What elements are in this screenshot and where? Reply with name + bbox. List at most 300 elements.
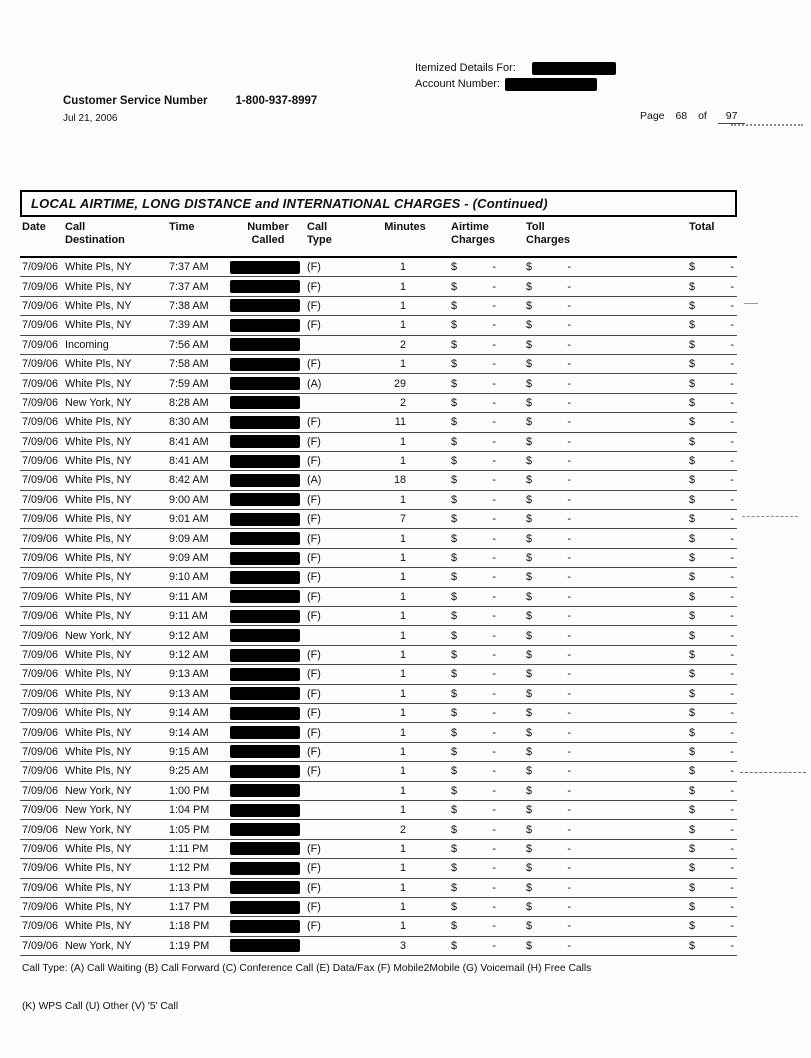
cell-minutes: 29 xyxy=(393,377,406,390)
currency-symbol: $ xyxy=(451,823,458,836)
cell-call-destination: White Pls, NY xyxy=(65,435,132,448)
currency-symbol: $ xyxy=(526,319,533,332)
cell-call-type: (A) xyxy=(307,377,322,390)
cell-date: 7/09/06 xyxy=(22,261,59,274)
currency-symbol: $ xyxy=(451,804,458,817)
cell-call-type: (F) xyxy=(307,358,321,371)
amount-dash: - xyxy=(492,629,496,642)
cell-toll-charges xyxy=(519,785,574,797)
redacted-number-bar xyxy=(230,823,300,836)
currency-symbol: $ xyxy=(451,707,458,720)
cell-call-destination: White Pls, NY xyxy=(65,416,132,429)
cell-time: 8:28 AM xyxy=(169,396,209,409)
amount-dash: - xyxy=(730,881,734,894)
amount-dash: - xyxy=(492,901,496,914)
amount-dash: - xyxy=(567,590,571,603)
page-total: 97 xyxy=(718,110,746,124)
currency-symbol: $ xyxy=(451,358,458,371)
cell-total xyxy=(682,668,737,680)
redacted-number-bar xyxy=(230,396,300,409)
table-row xyxy=(20,723,737,742)
cell-toll-charges xyxy=(519,339,574,351)
table-row xyxy=(20,471,737,490)
currency-symbol: $ xyxy=(526,416,533,429)
cell-number-called xyxy=(230,784,306,797)
amount-dash: - xyxy=(492,280,496,293)
amount-dash: - xyxy=(492,784,496,797)
redacted-number-bar xyxy=(230,358,300,371)
amount-dash: - xyxy=(567,319,571,332)
column-header-total xyxy=(682,221,737,256)
cell-number-called xyxy=(230,823,306,836)
cell-date: 7/09/06 xyxy=(22,862,59,875)
cell-time: 8:41 AM xyxy=(169,455,209,468)
cell-time: 9:13 AM xyxy=(169,687,209,700)
cell-airtime-charges xyxy=(444,824,499,836)
call-type-legend-line2: (K) WPS Call (U) Other (V) '5' Call xyxy=(22,1001,179,1012)
cell-total xyxy=(682,494,737,506)
currency-symbol: $ xyxy=(526,261,533,274)
amount-dash: - xyxy=(567,687,571,700)
currency-symbol: $ xyxy=(689,571,696,584)
amount-dash: - xyxy=(567,552,571,565)
redacted-number-bar xyxy=(230,261,300,274)
currency-symbol: $ xyxy=(451,629,458,642)
cell-call-type: (F) xyxy=(307,920,321,933)
redacted-number-bar xyxy=(230,901,300,914)
amount-dash: - xyxy=(567,610,571,623)
cell-total xyxy=(682,591,737,603)
amount-dash: - xyxy=(492,455,496,468)
cell-number-called xyxy=(230,629,306,642)
amount-dash: - xyxy=(492,745,496,758)
cell-toll-charges xyxy=(519,436,574,448)
cell-toll-charges xyxy=(519,261,574,273)
currency-symbol: $ xyxy=(526,396,533,409)
currency-symbol: $ xyxy=(451,280,458,293)
currency-symbol: $ xyxy=(451,939,458,952)
currency-symbol: $ xyxy=(451,901,458,914)
cell-toll-charges xyxy=(519,901,574,913)
cell-minutes: 3 xyxy=(399,939,406,952)
cell-number-called xyxy=(230,668,306,681)
cell-call-destination: New York, NY xyxy=(65,784,132,797)
amount-dash: - xyxy=(492,358,496,371)
cell-minutes: 1 xyxy=(399,687,406,700)
cell-minutes: 1 xyxy=(399,726,406,739)
cell-toll-charges xyxy=(519,319,574,331)
cell-toll-charges xyxy=(519,804,574,816)
cell-airtime-charges xyxy=(444,901,499,913)
cell-total xyxy=(682,378,737,390)
currency-symbol: $ xyxy=(526,435,533,448)
cell-call-destination: White Pls, NY xyxy=(65,455,132,468)
cell-call-type: (F) xyxy=(307,842,321,855)
cell-number-called xyxy=(230,474,306,487)
cell-total xyxy=(682,261,737,273)
amount-dash: - xyxy=(567,939,571,952)
cell-time: 9:09 AM xyxy=(169,532,209,545)
cell-number-called xyxy=(230,649,306,662)
cell-date: 7/09/06 xyxy=(22,668,59,681)
cell-airtime-charges xyxy=(444,707,499,719)
amount-dash: - xyxy=(492,532,496,545)
cell-call-destination: New York, NY xyxy=(65,823,132,836)
cell-number-called xyxy=(230,358,306,371)
cell-date: 7/09/06 xyxy=(22,358,59,371)
currency-symbol: $ xyxy=(526,687,533,700)
amount-dash: - xyxy=(730,707,734,720)
cell-call-type: (F) xyxy=(307,745,321,758)
currency-symbol: $ xyxy=(526,338,533,351)
cell-toll-charges xyxy=(519,513,574,525)
currency-symbol: $ xyxy=(689,726,696,739)
cell-call-type: (F) xyxy=(307,455,321,468)
column-header-airtime-charges xyxy=(444,221,499,256)
amount-dash: - xyxy=(567,493,571,506)
amount-dash: - xyxy=(730,842,734,855)
currency-symbol: $ xyxy=(526,784,533,797)
currency-symbol: $ xyxy=(526,358,533,371)
redacted-number-bar xyxy=(230,862,300,875)
amount-dash: - xyxy=(730,455,734,468)
cell-call-destination: White Pls, NY xyxy=(65,842,132,855)
amount-dash: - xyxy=(730,299,734,312)
cell-minutes: 1 xyxy=(399,901,406,914)
cell-number-called xyxy=(230,610,306,623)
cell-time: 7:39 AM xyxy=(169,319,209,332)
cell-toll-charges xyxy=(519,824,574,836)
currency-symbol: $ xyxy=(451,862,458,875)
cell-date: 7/09/06 xyxy=(22,552,59,565)
currency-symbol: $ xyxy=(526,726,533,739)
cell-toll-charges xyxy=(519,688,574,700)
cell-call-destination: White Pls, NY xyxy=(65,649,132,661)
page-label: Page xyxy=(640,110,665,122)
currency-symbol: $ xyxy=(451,435,458,448)
cell-minutes: 1 xyxy=(399,280,406,293)
cell-minutes: 1 xyxy=(399,668,406,681)
cell-call-destination: White Pls, NY xyxy=(65,261,132,274)
table-row xyxy=(20,801,737,820)
cell-airtime-charges xyxy=(444,416,499,428)
cell-airtime-charges xyxy=(444,300,499,312)
currency-symbol: $ xyxy=(689,939,696,952)
amount-dash: - xyxy=(567,261,571,274)
cell-minutes: 1 xyxy=(399,299,406,312)
currency-symbol: $ xyxy=(526,610,533,623)
cell-total xyxy=(682,436,737,448)
redacted-number-bar xyxy=(230,299,300,312)
cell-airtime-charges xyxy=(444,571,499,583)
currency-symbol: $ xyxy=(526,649,533,661)
cell-call-destination: Incoming xyxy=(65,338,109,351)
currency-symbol: $ xyxy=(526,513,533,526)
redacted-number-bar xyxy=(230,668,300,681)
scan-artifact xyxy=(731,124,803,126)
redacted-number-bar xyxy=(230,474,300,487)
amount-dash: - xyxy=(730,862,734,875)
amount-dash: - xyxy=(492,842,496,855)
amount-dash: - xyxy=(492,474,496,487)
cell-airtime-charges xyxy=(444,358,499,370)
table-body xyxy=(20,258,737,956)
cell-time: 1:00 PM xyxy=(169,784,210,797)
currency-symbol: $ xyxy=(526,745,533,758)
cell-airtime-charges xyxy=(444,862,499,874)
cell-call-type: (F) xyxy=(307,552,321,565)
cell-time: 1:19 PM xyxy=(169,939,210,952)
cell-call-destination: White Pls, NY xyxy=(65,532,132,545)
cell-minutes: 1 xyxy=(399,435,406,448)
cell-toll-charges xyxy=(519,882,574,894)
table-row xyxy=(20,646,737,665)
currency-symbol: $ xyxy=(689,552,696,565)
amount-dash: - xyxy=(730,416,734,429)
cell-time: 7:56 AM xyxy=(169,338,209,351)
column-header-line: Call xyxy=(307,221,328,233)
currency-symbol: $ xyxy=(451,649,458,661)
table-row xyxy=(20,394,737,413)
cell-toll-charges xyxy=(519,591,574,603)
column-header-line: Type xyxy=(307,234,332,246)
cell-airtime-charges xyxy=(444,920,499,932)
amount-dash: - xyxy=(492,416,496,429)
cell-airtime-charges xyxy=(444,436,499,448)
itemized-details-line xyxy=(415,60,616,76)
cell-minutes: 2 xyxy=(399,338,406,351)
cell-total xyxy=(682,397,737,409)
cell-call-type: (F) xyxy=(307,765,321,778)
table-row xyxy=(20,685,737,704)
cell-toll-charges xyxy=(519,630,574,642)
redacted-number-bar xyxy=(230,939,300,952)
table-row xyxy=(20,452,737,471)
redacted-number-bar xyxy=(230,784,300,797)
amount-dash: - xyxy=(492,396,496,409)
cell-date: 7/09/06 xyxy=(22,571,59,584)
cell-date: 7/09/06 xyxy=(22,532,59,545)
cell-total xyxy=(682,688,737,700)
cell-number-called xyxy=(230,804,306,817)
currency-symbol: $ xyxy=(689,532,696,545)
cell-minutes: 1 xyxy=(399,881,406,894)
cell-number-called xyxy=(230,493,306,506)
amount-dash: - xyxy=(567,862,571,875)
currency-symbol: $ xyxy=(689,435,696,448)
redacted-number-bar xyxy=(230,610,300,623)
currency-symbol: $ xyxy=(689,319,696,332)
cell-call-destination: White Pls, NY xyxy=(65,319,132,332)
cell-time: 9:00 AM xyxy=(169,493,209,506)
cell-minutes: 1 xyxy=(399,745,406,758)
cell-minutes: 1 xyxy=(399,552,406,565)
cell-number-called xyxy=(230,707,306,720)
call-type-legend-line1: Call Type: (A) Call Waiting (B) Call Forward (C) Conference Call (E) Data/Fax (F) Mobile2Mobile (G) Voicemail (H) Free Calls xyxy=(22,963,592,974)
cell-call-destination: White Pls, NY xyxy=(65,590,132,603)
cell-total xyxy=(682,513,737,525)
table-row xyxy=(20,917,737,936)
currency-symbol: $ xyxy=(451,455,458,468)
cell-time: 1:17 PM xyxy=(169,901,210,914)
amount-dash: - xyxy=(492,823,496,836)
cell-toll-charges xyxy=(519,765,574,777)
column-header-line: Time xyxy=(169,221,195,233)
cell-airtime-charges xyxy=(444,765,499,777)
amount-dash: - xyxy=(567,532,571,545)
amount-dash: - xyxy=(567,629,571,642)
cell-call-destination: White Pls, NY xyxy=(65,280,132,293)
cell-minutes: 1 xyxy=(399,862,406,875)
amount-dash: - xyxy=(567,920,571,933)
table-row xyxy=(20,782,737,801)
amount-dash: - xyxy=(492,571,496,584)
cell-call-type: (F) xyxy=(307,668,321,681)
amount-dash: - xyxy=(492,668,496,681)
currency-symbol: $ xyxy=(451,571,458,584)
cell-airtime-charges xyxy=(444,494,499,506)
cell-toll-charges xyxy=(519,397,574,409)
amount-dash: - xyxy=(492,862,496,875)
cell-call-type: (F) xyxy=(307,901,321,914)
cell-call-type: (F) xyxy=(307,649,321,661)
amount-dash: - xyxy=(567,280,571,293)
account-block xyxy=(415,60,616,92)
amount-dash: - xyxy=(492,765,496,778)
currency-symbol: $ xyxy=(526,881,533,894)
currency-symbol: $ xyxy=(451,726,458,739)
cell-time: 8:30 AM xyxy=(169,416,209,429)
currency-symbol: $ xyxy=(526,668,533,681)
cell-call-destination: White Pls, NY xyxy=(65,765,132,778)
cell-call-destination: White Pls, NY xyxy=(65,377,132,390)
cell-minutes: 1 xyxy=(399,493,406,506)
cell-number-called xyxy=(230,745,306,758)
currency-symbol: $ xyxy=(451,610,458,623)
currency-symbol: $ xyxy=(689,590,696,603)
cell-time: 1:18 PM xyxy=(169,920,210,933)
cell-call-type: (F) xyxy=(307,687,321,700)
cell-airtime-charges xyxy=(444,610,499,622)
cell-date: 7/09/06 xyxy=(22,319,59,332)
cell-number-called xyxy=(230,455,306,468)
table-row xyxy=(20,820,737,839)
redacted-number-bar xyxy=(230,687,300,700)
cell-total xyxy=(682,630,737,642)
cell-call-type: (F) xyxy=(307,881,321,894)
cell-minutes: 1 xyxy=(399,649,406,661)
amount-dash: - xyxy=(492,881,496,894)
table-row xyxy=(20,549,737,568)
amount-dash: - xyxy=(730,319,734,332)
amount-dash: - xyxy=(567,396,571,409)
currency-symbol: $ xyxy=(689,474,696,487)
currency-symbol: $ xyxy=(526,629,533,642)
cell-airtime-charges xyxy=(444,688,499,700)
table-header-row xyxy=(20,217,737,258)
cell-time: 1:04 PM xyxy=(169,804,210,817)
cell-minutes: 1 xyxy=(399,707,406,720)
amount-dash: - xyxy=(567,513,571,526)
currency-symbol: $ xyxy=(526,901,533,914)
currency-symbol: $ xyxy=(526,455,533,468)
cell-date: 7/09/06 xyxy=(22,590,59,603)
cell-call-type: (F) xyxy=(307,319,321,332)
amount-dash: - xyxy=(567,784,571,797)
table-row xyxy=(20,316,737,335)
currency-symbol: $ xyxy=(451,474,458,487)
amount-dash: - xyxy=(730,280,734,293)
redacted-number-bar xyxy=(230,319,300,332)
currency-symbol: $ xyxy=(526,571,533,584)
cell-call-destination: White Pls, NY xyxy=(65,881,132,894)
cell-time: 9:09 AM xyxy=(169,552,209,565)
cell-call-destination: White Pls, NY xyxy=(65,358,132,371)
table-row xyxy=(20,898,737,917)
currency-symbol: $ xyxy=(526,862,533,875)
currency-symbol: $ xyxy=(689,396,696,409)
redacted-number-bar xyxy=(230,881,300,894)
cell-date: 7/09/06 xyxy=(22,920,59,933)
table-row xyxy=(20,510,737,529)
cell-date: 7/09/06 xyxy=(22,435,59,448)
currency-symbol: $ xyxy=(451,552,458,565)
cell-minutes: 1 xyxy=(399,610,406,623)
cell-number-called xyxy=(230,939,306,952)
table-row xyxy=(20,665,737,684)
table-row xyxy=(20,762,737,781)
amount-dash: - xyxy=(492,726,496,739)
column-header-line: Date xyxy=(22,221,46,233)
cell-minutes: 1 xyxy=(399,804,406,817)
amount-dash: - xyxy=(730,610,734,623)
cell-date: 7/09/06 xyxy=(22,823,59,836)
redacted-number-bar xyxy=(230,920,300,933)
amount-dash: - xyxy=(567,571,571,584)
cell-date: 7/09/06 xyxy=(22,901,59,914)
column-header-minutes xyxy=(366,221,444,256)
amount-dash: - xyxy=(730,726,734,739)
cell-date: 7/09/06 xyxy=(22,765,59,778)
amount-dash: - xyxy=(730,474,734,487)
cell-airtime-charges xyxy=(444,668,499,680)
cell-call-destination: White Pls, NY xyxy=(65,862,132,875)
redacted-number-bar xyxy=(230,513,300,526)
amount-dash: - xyxy=(492,377,496,390)
cell-airtime-charges xyxy=(444,474,499,486)
redacted-number-bar xyxy=(230,416,300,429)
column-header-line: Toll xyxy=(526,221,545,233)
redacted-number-bar xyxy=(230,377,300,390)
table-title-box xyxy=(20,190,737,217)
amount-dash: - xyxy=(567,842,571,855)
currency-symbol: $ xyxy=(689,610,696,623)
cell-toll-charges xyxy=(519,610,574,622)
cell-toll-charges xyxy=(519,940,574,952)
cell-minutes: 1 xyxy=(399,455,406,468)
currency-symbol: $ xyxy=(526,939,533,952)
cell-total xyxy=(682,416,737,428)
cell-time: 9:10 AM xyxy=(169,571,209,584)
amount-dash: - xyxy=(730,629,734,642)
currency-symbol: $ xyxy=(689,455,696,468)
currency-symbol: $ xyxy=(526,804,533,817)
cell-call-destination: White Pls, NY xyxy=(65,474,132,487)
cell-airtime-charges xyxy=(444,804,499,816)
cell-time: 9:12 AM xyxy=(169,629,209,642)
customer-service-label: Customer Service Number xyxy=(63,95,208,107)
table-row xyxy=(20,433,737,452)
